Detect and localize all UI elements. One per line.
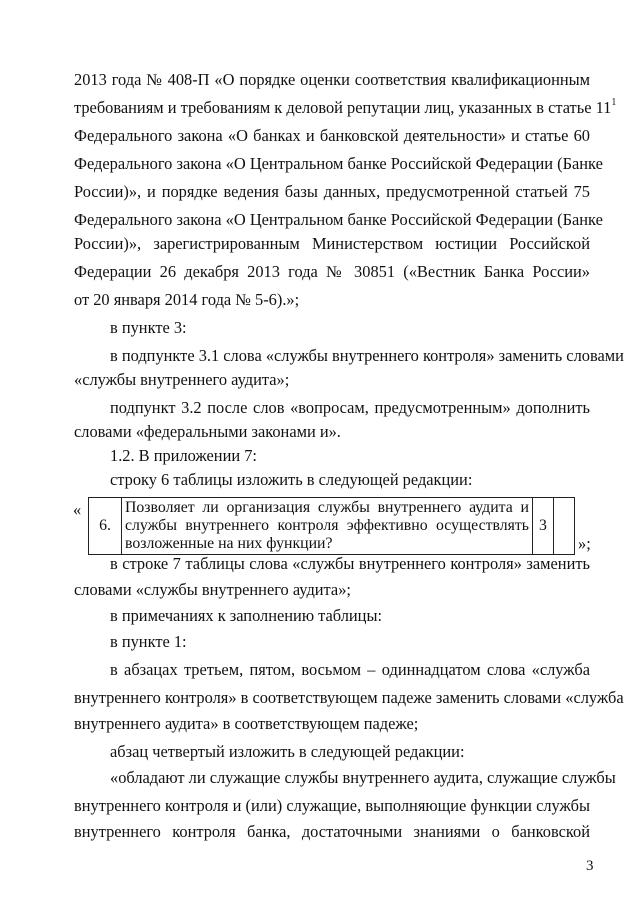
row-score-cell: 3 [533,498,554,555]
text-line: от 20 января 2014 года № 5-6).»; [74,290,300,309]
text-line: России)», и порядке ведения базы данных, предусмотренной статьей 75 [74,182,590,201]
text-line: в пункте 1: [110,632,187,651]
text-line: внутреннего контроля и (или) служащие, выполняющие функции службы [74,796,590,815]
text-line: Федерального закона «О Центральном банке Российской Федерации (Банке [74,210,603,229]
row-number-cell: 6. [89,498,122,555]
row-text-cell: Позволяет ли организация службы внутреннего аудита и службы внутреннего контроля эффективно осуществлять возложенные на них функции? [122,498,533,555]
text-line: строку 6 таблицы изложить в следующей редакции: [110,470,473,489]
text-line: в подпункте 3.1 слова «службы внутреннего контроля» заменить словами [110,346,624,365]
table-row [89,498,575,555]
text-line: в пункте 3: [110,318,187,337]
text-line: «службы внутреннего аудита»; [74,370,290,389]
text-line: внутреннего аудита» в соответствующем падеже; [74,714,419,733]
text-line [74,97,617,118]
open-quote: « [73,500,82,519]
text-line: подпункт 3.2 после слов «вопросам, предусмотренным» дополнить [110,398,590,417]
text-line: словами «федеральными законами и». [74,422,341,441]
footnote-superscript: 1 [611,97,617,108]
replacement-table-row [88,497,575,555]
close-quote: »; [578,534,591,553]
text-line: «обладают ли служащие службы внутреннего аудита, служащие службы [110,768,616,787]
text-line: словами «службы внутреннего аудита»; [74,580,351,599]
text-span: требованиям и требованиям к деловой репутации лиц, указанных в статье 11 [74,98,612,117]
text-line: Федерации 26 декабря 2013 года № 30851 («Вестник Банка России» [74,262,590,281]
text-line: Федерального закона «О Центральном банке Российской Федерации (Банке [74,154,603,173]
text-line: внутреннего контроля банка, достаточными знаниями о банковской [74,822,590,841]
text-line: в строке 7 таблицы слова «службы внутреннего контроля» заменить [110,554,590,573]
text-line: 2013 года № 408-П «О порядке оценки соответствия квалификационным [74,70,590,89]
text-line: внутреннего контроля» в соответствующем падеже заменить словами «служба [74,688,624,707]
page-number: 3 [586,858,594,874]
text-line: России)», зарегистрированным Министерством юстиции Российской [74,234,590,253]
text-line: Федерального закона «О банках и банковской деятельности» и статье 60 [74,126,590,145]
text-line: в абзацах третьем, пятом, восьмом – одиннадцатом слова «служба [110,660,590,679]
row-empty-cell [554,498,575,555]
text-line: в примечаниях к заполнению таблицы: [110,606,383,625]
text-line: абзац четвертый изложить в следующей редакции: [110,742,465,761]
text-line: 1.2. В приложении 7: [110,446,257,465]
